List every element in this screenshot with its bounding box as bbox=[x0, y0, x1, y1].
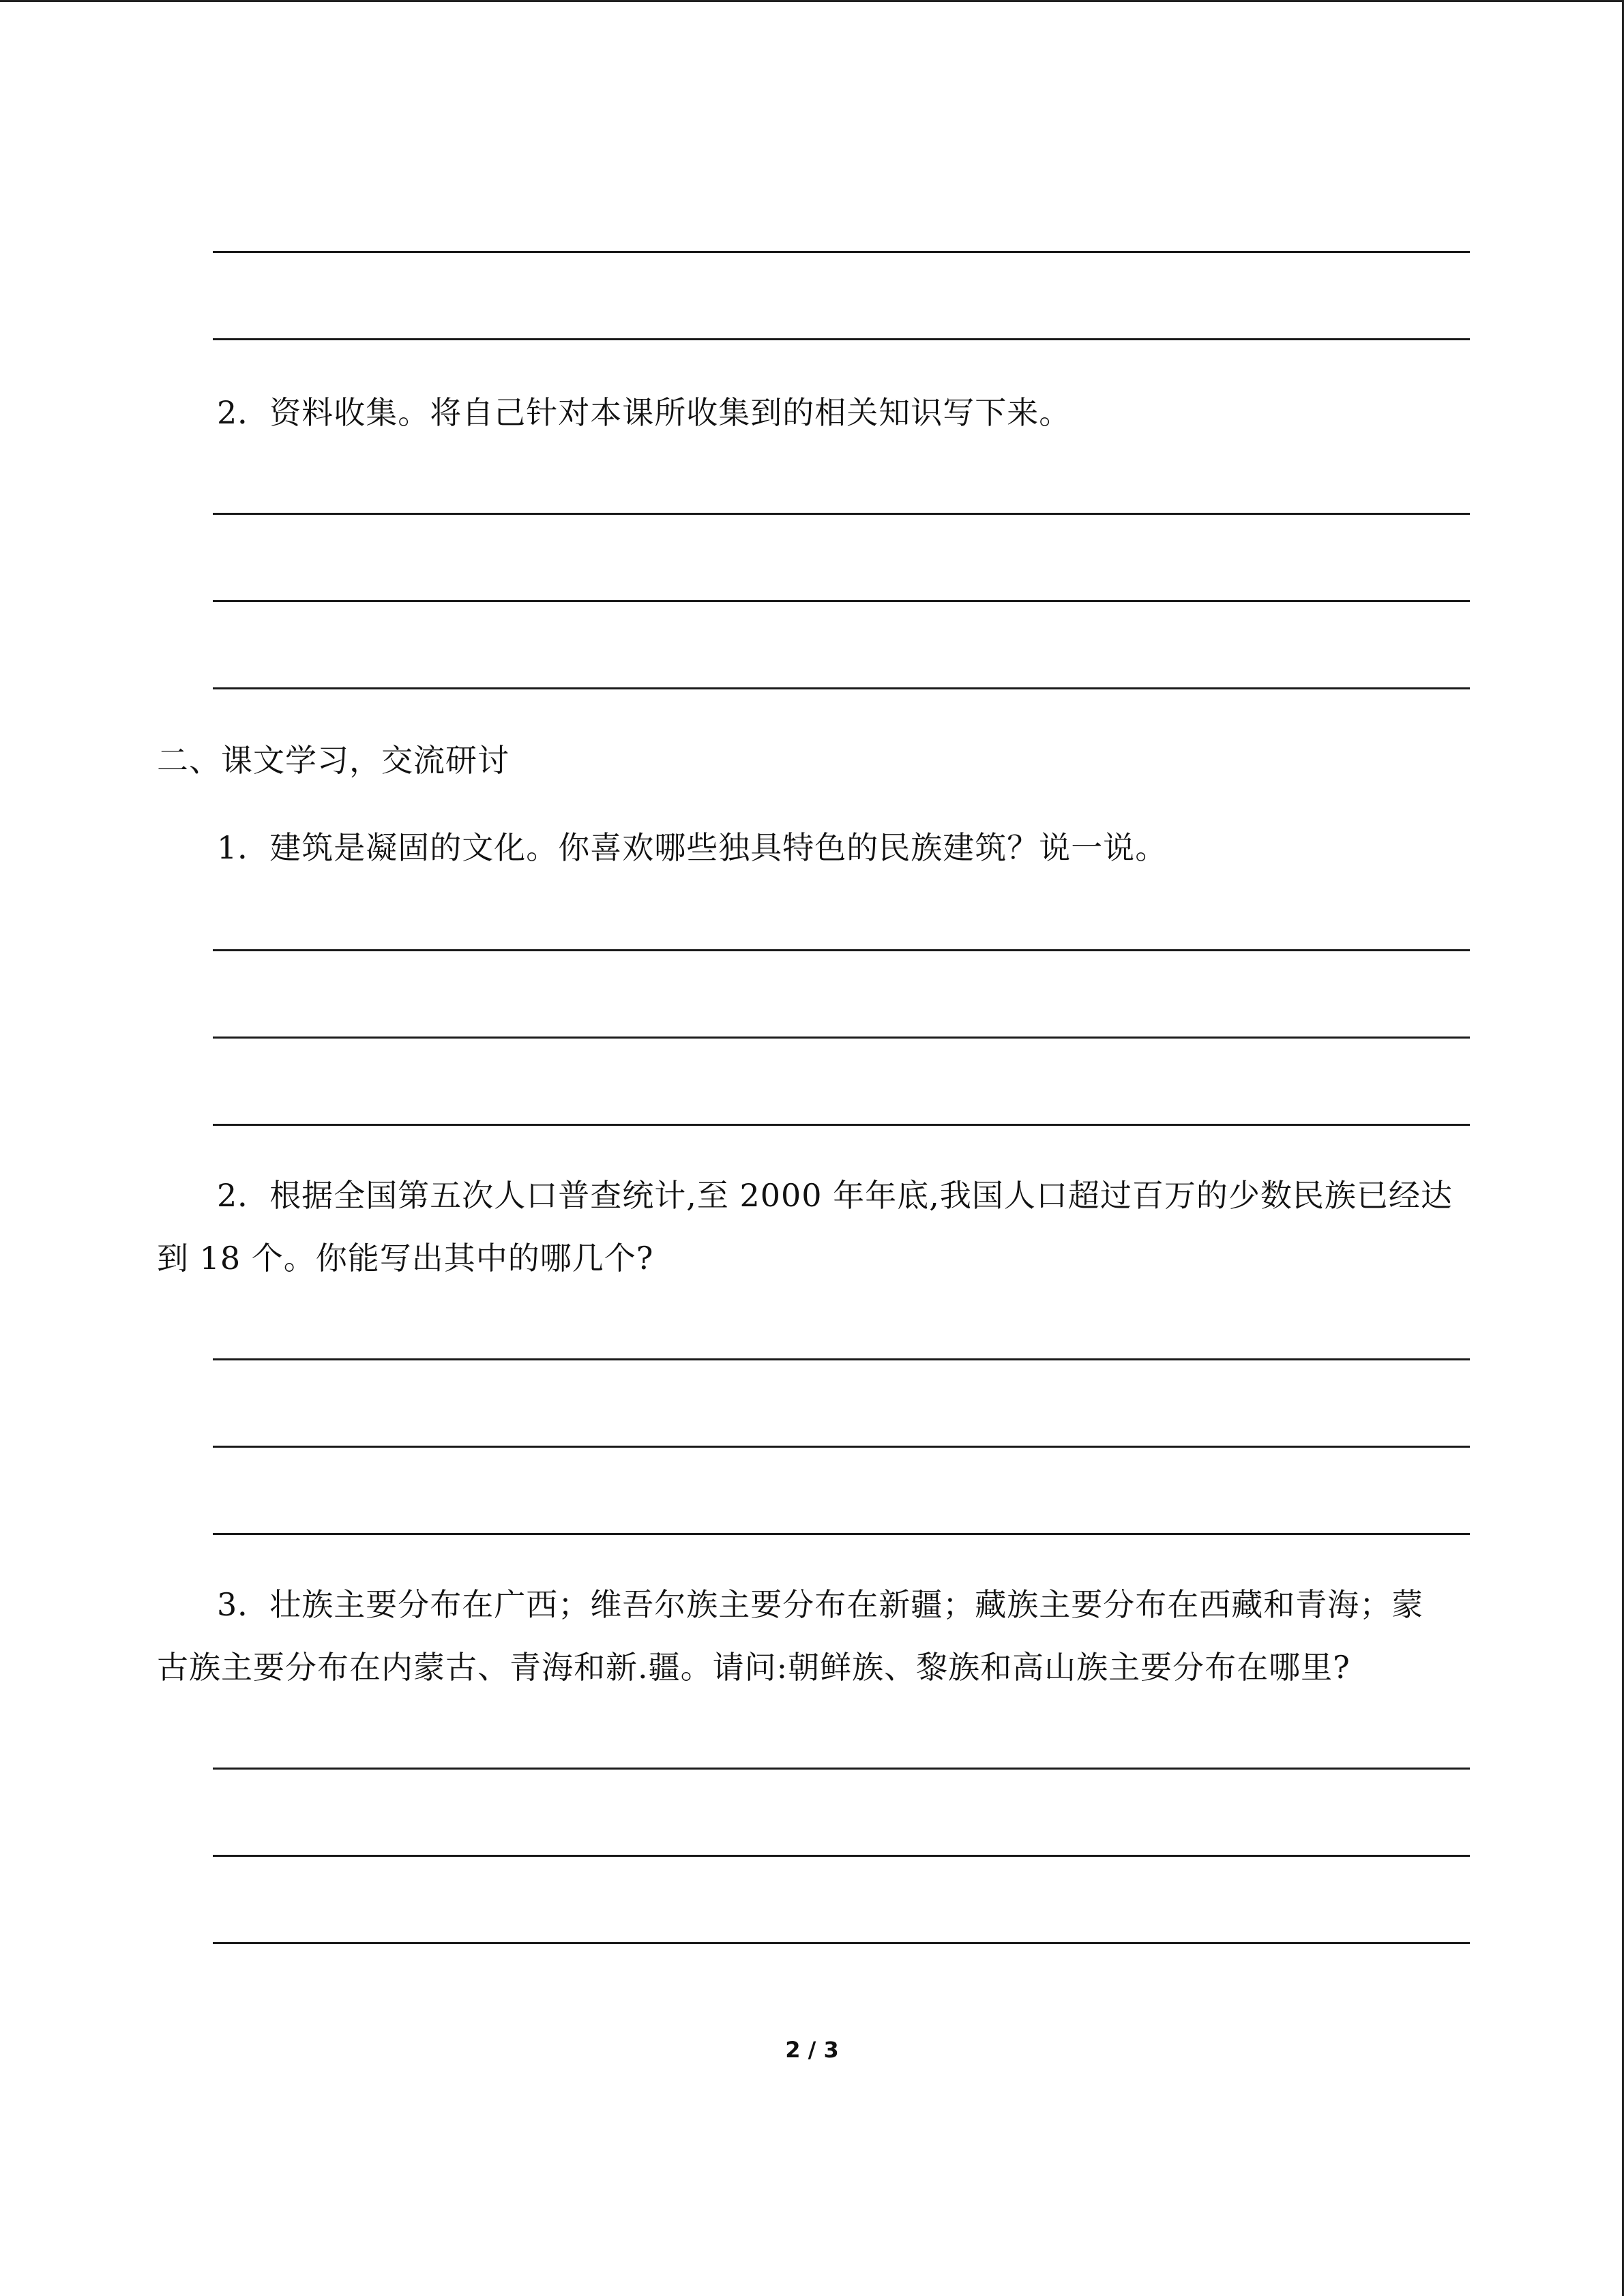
answer-line[interactable] bbox=[213, 1358, 1470, 1360]
answer-line[interactable] bbox=[213, 338, 1470, 340]
answer-line[interactable] bbox=[213, 687, 1470, 689]
answer-line[interactable] bbox=[213, 1533, 1470, 1535]
answer-line[interactable] bbox=[213, 1768, 1470, 1770]
answer-line[interactable] bbox=[213, 251, 1470, 253]
question-materials-collection: 2．资料收集。将自己针对本课所收集到的相关知识写下来。 bbox=[217, 394, 1072, 431]
answer-line[interactable] bbox=[213, 1124, 1470, 1126]
answer-line[interactable] bbox=[213, 1942, 1470, 1944]
question-2-text-line-1: 2．根据全国第五次人口普查统计,至 2000 年年底,我国人口超过百万的少数民族已经达 bbox=[217, 1177, 1453, 1214]
answer-line[interactable] bbox=[213, 1855, 1470, 1857]
question-3-text-line-1: 3．壮族主要分布在广西；维吾尔族主要分布在新疆；藏族主要分布在西藏和青海；蒙 bbox=[217, 1586, 1424, 1623]
answer-line[interactable] bbox=[213, 600, 1470, 602]
answer-line[interactable] bbox=[213, 1037, 1470, 1039]
page-top-border bbox=[0, 0, 1624, 2]
answer-line[interactable] bbox=[213, 949, 1470, 951]
page-number: 2 / 3 bbox=[785, 2037, 839, 2063]
question-2-text-line-2: 到 18 个。你能写出其中的哪几个? bbox=[157, 1240, 654, 1277]
section-heading: 二、课文学习，交流研讨 bbox=[157, 742, 510, 779]
answer-line[interactable] bbox=[213, 1446, 1470, 1448]
question-3-text-line-2: 古族主要分布在内蒙古、青海和新.疆。请问:朝鲜族、黎族和高山族主要分布在哪里? bbox=[157, 1649, 1350, 1686]
question-1-text: 1．建筑是凝固的文化。你喜欢哪些独具特色的民族建筑？说一说。 bbox=[217, 829, 1168, 866]
answer-line[interactable] bbox=[213, 513, 1470, 515]
